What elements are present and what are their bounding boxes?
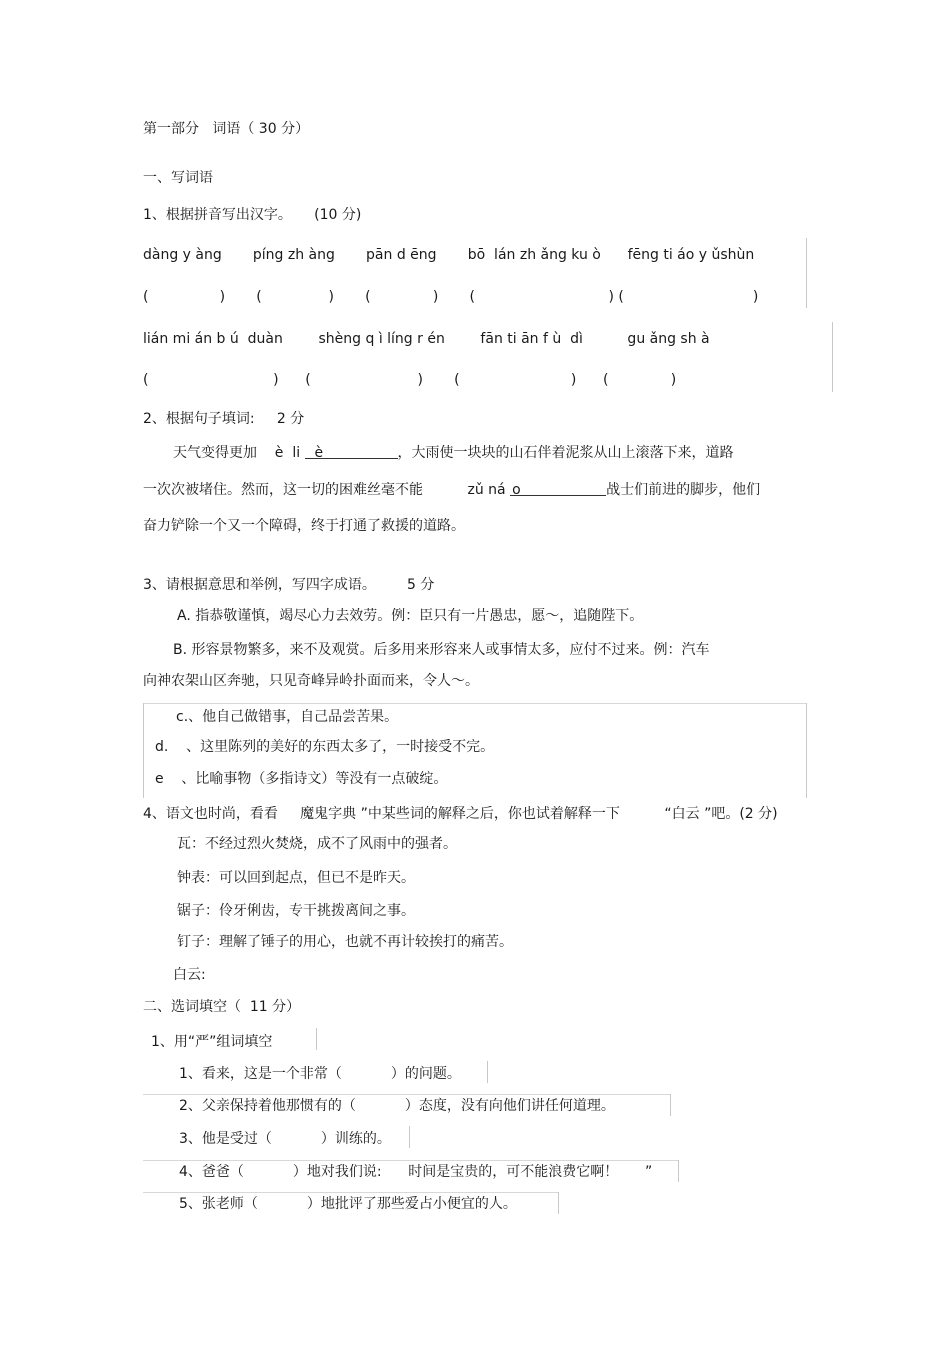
divider-h-5 [143, 1192, 558, 1193]
q2-line-1 [173, 444, 734, 462]
q3-box-left-border [143, 703, 144, 798]
q2-line-2-text-b: 战士们前进的脚步，他们 [606, 482, 761, 498]
fill-item-2: 2、父亲保持着他那惯有的（ ）态度，没有向他们讲任何道理。 [179, 1098, 615, 1114]
q3-item-b-line-2: 向神农架山区奔驰，只见奇峰异岭扑面而来，令人～。 [143, 673, 479, 689]
q3-item-c: c.、他自己做错事，自己品尝苦果。 [176, 709, 399, 725]
section-2-q1-prompt: 1、用“严”组词填空 [151, 1034, 273, 1050]
divider-v-6 [558, 1192, 559, 1214]
pinyin-row-1: dàng y àng píng zh àng pān d ēng bō lán zh ǎng ku ò fēng ti áo y ǔshùn [143, 247, 755, 263]
q4-definition-nail: 钉子：理解了锤子的用心，也就不再计较挨打的痛苦。 [177, 934, 513, 950]
q2-blank-2-pinyin: o [512, 482, 521, 498]
q4-definition-tile: 瓦：不经过烈火焚烧，成不了风雨中的强者。 [177, 836, 457, 852]
q2-line-3: 奋力铲除一个又一个障碍，终于打通了救援的道路。 [143, 518, 465, 534]
divider-v-1 [316, 1028, 317, 1050]
divider-v-5 [678, 1160, 679, 1182]
q4-prompt: 4、语文也时尚，看看 魔鬼字典 ”中某些词的解释之后，你也试着解释一下 “白云 ”吧。(2 分) [143, 806, 778, 822]
q3-box-right-border [806, 703, 807, 798]
q2-line-1-text-b: ，大雨使一块块的山石伴着泥浆从山上滚落下来，道路 [397, 445, 734, 461]
q2-line-2-text-a: 一次次被堵住。然而，这一切的困难丝毫不能 zǔ ná [143, 482, 511, 498]
answer-brackets-row-1: ( ) ( ) ( ) ( ) ( ) [143, 289, 759, 305]
q3-item-e: e 、比喻事物（多指诗文）等没有一点破绽。 [155, 771, 448, 787]
fill-item-3: 3、他是受过（ ）训练的。 [179, 1131, 391, 1147]
q3-item-b-line-1: B. 形容景物繁多，来不及观赏。后多用来形容来人或事情太多，应付不过来。例：汽车 [173, 642, 710, 658]
q3-item-d: d. 、这里陈列的美好的东西太多了，一时接受不完。 [155, 739, 495, 755]
table-border-right-2 [832, 322, 833, 392]
q2-blank-1-pinyin: è [314, 445, 324, 461]
fill-item-5: 5、张老师（ ）地批评了那些爱占小便宜的人。 [179, 1196, 517, 1212]
q3-box-top-border [143, 703, 807, 704]
pinyin-row-2: lián mi án b ú duàn shèng q ì líng r én fān ti ān f ù dì gu ǎng sh à [143, 331, 710, 347]
q2-fill-blank-2[interactable] [510, 481, 606, 496]
page-title: 第一部分 词语（ 30 分） [143, 121, 310, 137]
divider-h-4 [143, 1160, 678, 1161]
answer-brackets-row-2: ( ) ( ) ( ) ( ) [143, 372, 677, 388]
q2-line-1-text-a: 天气变得更加 è li [173, 445, 305, 461]
divider-v-2 [487, 1061, 488, 1083]
section-2-heading: 二、选词填空（ 11 分） [143, 999, 301, 1015]
fill-item-1: 1、看来，这是一个非常（ ）的问题。 [179, 1066, 461, 1082]
q3-item-a: A. 指恭敬谨慎，竭尽心力去效劳。例：臣只有一片愚忠，愿～，追随陛下。 [177, 608, 644, 624]
q2-prompt: 2、根据句子填词: 2 分 [143, 411, 305, 427]
fill-item-4: 4、爸爸（ ）地对我们说: 时间是宝贵的，可不能浪费它啊！ ” [179, 1164, 653, 1180]
divider-v-3 [670, 1094, 671, 1116]
q2-line-2 [143, 481, 760, 499]
section-1-heading: 一、写词语 [143, 170, 213, 186]
q1-prompt: 1、根据拼音写出汉字。 (10 分) [143, 207, 362, 223]
q4-definition-saw: 锯子：伶牙俐齿，专干挑拨离间之事。 [177, 903, 415, 919]
table-border-right-1 [806, 238, 807, 308]
q4-answer-cloud: 白云: [173, 967, 206, 983]
q2-fill-blank-1[interactable] [305, 444, 398, 459]
divider-v-4 [409, 1126, 410, 1148]
q3-prompt: 3、请根据意思和举例，写四字成语。 5 分 [143, 577, 435, 593]
divider-h-2 [143, 1094, 670, 1095]
q4-definition-clock: 钟表：可以回到起点，但已不是昨天。 [177, 870, 415, 886]
